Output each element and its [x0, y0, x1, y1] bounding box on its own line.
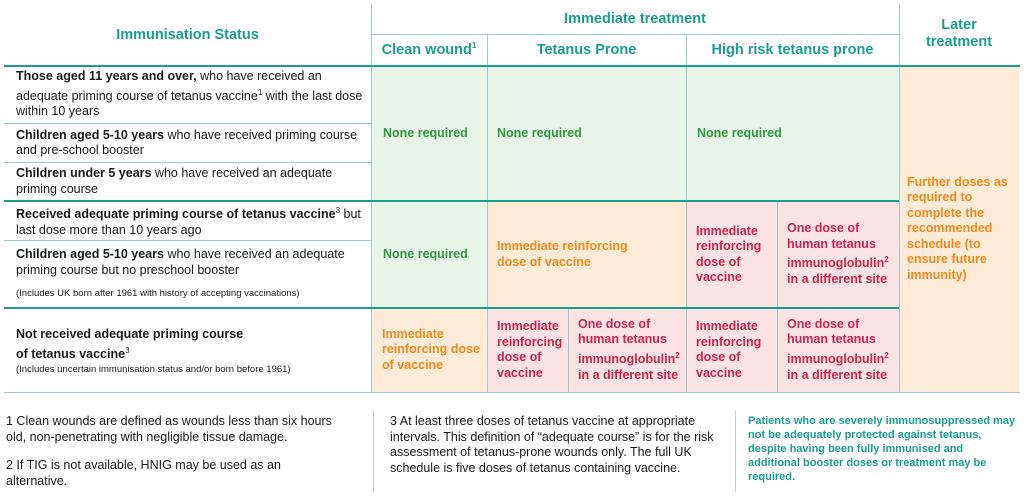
group2-clean-none: None required — [383, 246, 468, 261]
status-row-5-10-with-booster: Children aged 5-10 years who have received priming course and pre-school booster — [16, 127, 358, 157]
header-clean-wound: Clean wound$^1$ — [381, 41, 477, 58]
group2-prone-reinforcing: Immediate reinforcing dose of vaccine — [497, 239, 628, 269]
footnote-1: 1 Clean wounds are defined as wounds less than six hours old, non-penetrating with negligible tissue damage. — [6, 414, 332, 444]
group1-clean-none: None required — [383, 125, 468, 140]
status-row-11-and-over: Those aged 11 years and over, who have received an adequate priming course of tetanus vaccine$^1$ with the last dose within 10 years — [16, 69, 363, 119]
status-row-5-10-no-booster: Children aged 5-10 years who have received an adequate priming course but no preschool booster (Includes UK born after 1961 with history of accepting vaccinations) — [16, 247, 345, 299]
footnote-3: 3 At least three doses of tetanus vaccine at appropriate intervals. This definition of “adequate course” is for the risk assessment of tetanus-prone wounds only. The full UK schedule is five doses of tetanus containing vaccine. — [390, 414, 714, 475]
group3-high-reinforcing: Immediate reinforcing dose of vaccine — [696, 319, 762, 380]
group2-high-immunoglobulin: One dose of human tetanus immunoglobulin$^2$ in a different site — [787, 221, 889, 287]
footnote-divider — [373, 410, 374, 492]
footnote-divider — [735, 410, 736, 492]
later-treatment-text: Further doses as required to complete the recommended schedule (to ensure future immunity) — [907, 174, 1008, 282]
grid-line — [777, 201, 778, 392]
immunosuppressed-note: Patients who are severely immunosuppressed may not be adequately protected against tetanus, despite having been fully immunised and additional booster doses or treatment may be required. — [748, 415, 1016, 483]
header-later-treatment: Later treatment — [925, 17, 993, 50]
group3-prone-reinforcing: Immediate reinforcing dose of vaccine — [497, 319, 563, 380]
group2-high-reinforcing: Immediate reinforcing dose of vaccine — [696, 223, 762, 284]
group1-high-none: None required — [697, 125, 782, 140]
group3-prone-immunoglobulin: One dose of human tetanus immunoglobulin$^2$ in a different site — [578, 316, 680, 382]
header-immunisation-status: Immunisation Status — [116, 26, 259, 43]
header-immediate-treatment: Immediate treatment — [564, 11, 706, 27]
group3-clean-reinforcing: Immediate reinforcing dose of vaccine — [382, 326, 480, 372]
grid-line — [4, 392, 1020, 393]
grid-line — [568, 308, 569, 392]
status-row-not-received: Not received adequate priming course of tetanus vaccine$^3$ (Includes uncertain immunisation status and/or born before 1961) — [16, 327, 291, 376]
grid-line — [899, 4, 900, 392]
group3-high-immunoglobulin: One dose of human tetanus immunoglobulin$^2$ in a different site — [787, 316, 889, 382]
grid-line — [686, 34, 687, 392]
status-row-last-dose-over-10: Received adequate priming course of tetanus vaccine$^3$ but last dose more than 10 years ago — [16, 206, 361, 238]
footnote-2: 2 If TIG is not available, HNIG may be used as an alternative. — [6, 458, 281, 488]
header-high-risk: High risk tetanus prone — [711, 41, 874, 58]
header-tetanus-prone: Tetanus Prone — [536, 41, 637, 58]
status-row-under-5: Children under 5 years who have received an adequate priming course — [16, 166, 333, 196]
grid-line — [487, 34, 488, 392]
group1-prone-none: None required — [497, 125, 582, 140]
